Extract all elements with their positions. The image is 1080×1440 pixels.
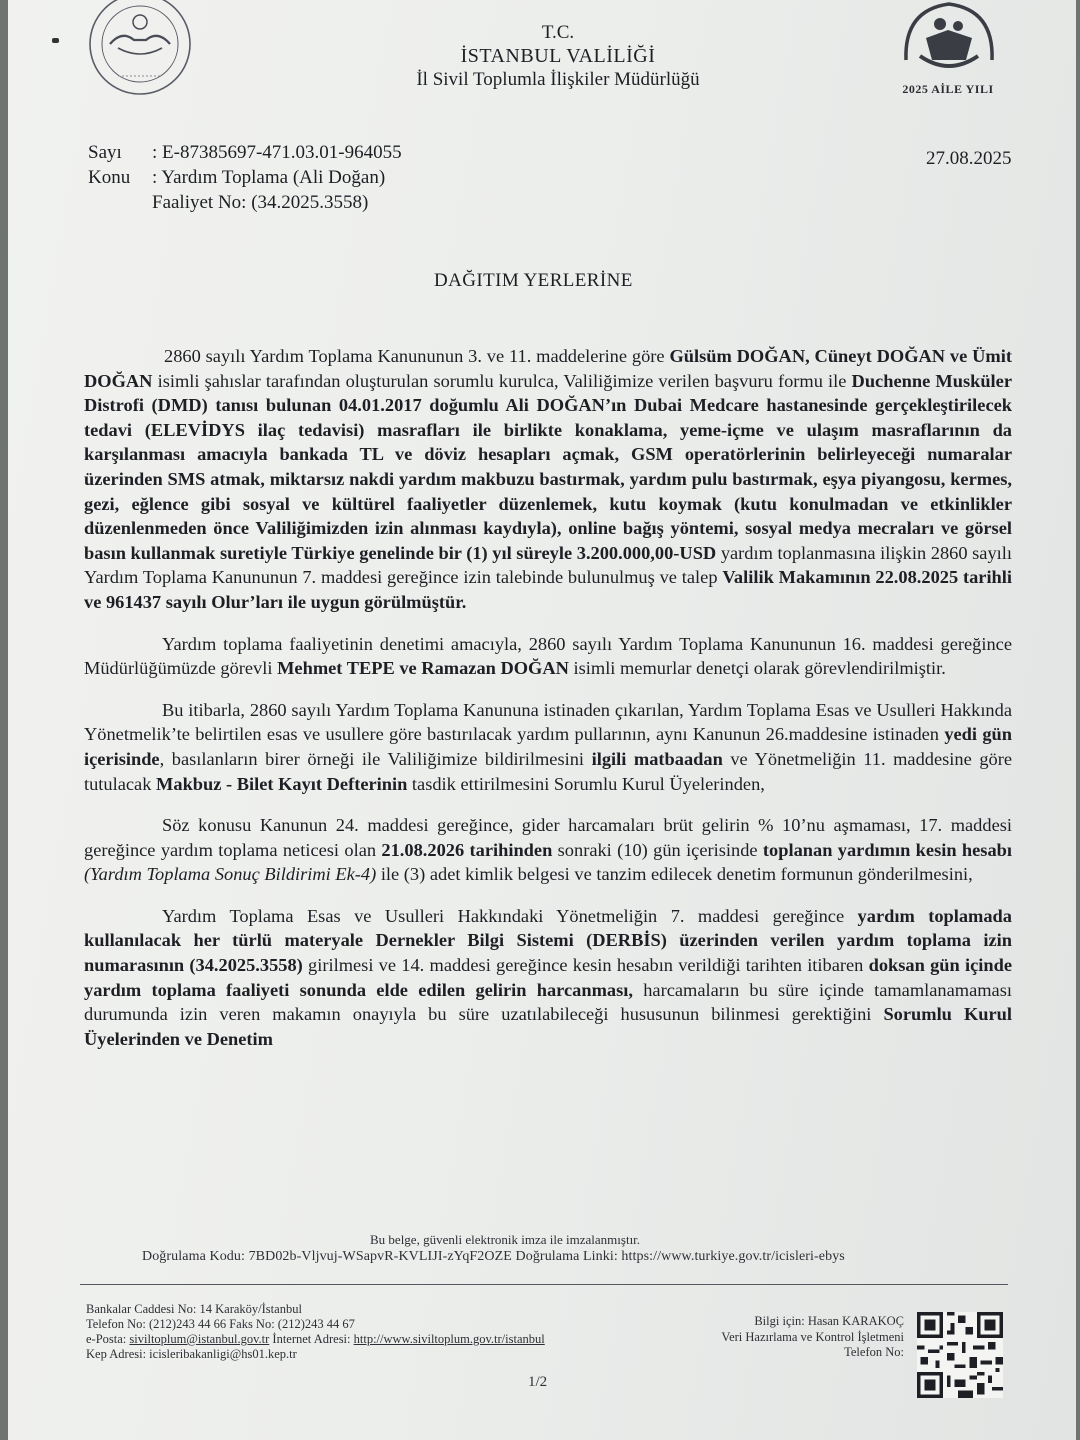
p3-text: Bu itibarla, 2860 sayılı Yardım Toplama Kanununa istinaden çıkarılan, Yardım Toplama Esas ve Usulleri Hakkında Yönetmelik’te belirtilen esas ve usullere göre bastırılacak yardım pullarının, aynı Kanunun 26.maddesine istinaden bbox=[84, 699, 1012, 745]
p5-text: Yardım Toplama Esas ve Usulleri Hakkındaki Yönetmeliğin 7. maddesi gereğince bbox=[162, 905, 858, 926]
aile-yili-logo-icon bbox=[896, 0, 1002, 82]
paragraph-3 bbox=[84, 698, 1012, 796]
header-governorship: İSTANBUL VALİLİĞİ bbox=[460, 45, 656, 67]
p4-text: Söz konusu Kanunun 24. maddesi gereğince, gider harcamaları brüt gelirin % 10’nu aşmaması, 17. maddesi gereğince yardım toplama neticesi olan bbox=[84, 815, 1012, 860]
p4-text: sonraki (10) gün içerisinde bbox=[552, 839, 763, 860]
p1-text: isimli şahıslar tarafından oluşturulan sorumlu kurulca, Valiliğimize verilen başvuru formu ile bbox=[152, 370, 852, 391]
p3-receipt-register: Makbuz - Bilet Kayıt Defterinin bbox=[156, 773, 408, 794]
paragraph-2 bbox=[84, 632, 1012, 681]
footer-divider bbox=[80, 1284, 1008, 1285]
konu-value: : Yardım Toplama (Ali Doğan) bbox=[152, 167, 386, 188]
web-link[interactable]: http://www.siviltoplum.gov.tr/istanbul bbox=[353, 1332, 545, 1346]
email-label: e-Posta: bbox=[86, 1332, 130, 1346]
footer-phone: Telefon No: (212)243 44 66 Faks No: (212)243 44 67 bbox=[86, 1317, 355, 1331]
sayi-label: Sayı bbox=[88, 142, 122, 163]
aile-yili-caption: 2025 AİLE YILI bbox=[902, 82, 994, 96]
p2-inspectors: Mehmet TEPE ve Ramazan DOĞAN bbox=[277, 658, 569, 679]
p1-approval: Valilik Makamının 22.08.2025 tarihli ve 961437 sayılı Olur’ları ile uygun görülmüştür. bbox=[84, 567, 1013, 612]
qr-code-icon bbox=[914, 1312, 1006, 1398]
p5-text: girilmesi ve 14. maddesi gereğince kesin hesabın verildiği tarihten itibaren bbox=[302, 955, 869, 976]
p1-text: 2860 sayılı Yardım Toplama Kanununun 3. ve 11. maddelerine göre bbox=[164, 346, 670, 366]
p5-text: harcamaların bu süre içinde tamamlanamaması durumunda izin veren makamın onayıyla bu süre uzatılabileceği hususunun bilinmesi gerektiğini bbox=[84, 979, 1012, 1025]
letterhead bbox=[308, 22, 808, 92]
footer-address: Bankalar Caddesi No: 14 Karaköy/İstanbul bbox=[86, 1302, 302, 1316]
p5-committee: Sorumlu Kurul Üyelerinden ve Denetim bbox=[84, 1004, 1012, 1049]
p2-text: Yardım toplama faaliyetinin denetimi amacıyla, 2860 sayılı Yardım Toplama Kanununun 16. maddesi gereğince Müdürlüğümüzde görevli bbox=[84, 633, 1012, 679]
info-contact-person: Bilgi için: Hasan KARAKOÇ bbox=[754, 1314, 904, 1328]
info-role: Veri Hazırlama ve Kontrol İşletmeni bbox=[721, 1329, 904, 1344]
konu-label: Konu bbox=[88, 167, 131, 188]
p1-text: yardım toplanmasına ilişkin 2860 sayılı Yardım Toplama Kanununun 7. maddesi gereğince izin talebinde bulunulmuş ve talep bbox=[84, 542, 1012, 588]
letter-body bbox=[84, 344, 1012, 1051]
info-phone: Telefon No: bbox=[844, 1345, 904, 1359]
p4-final-account: toplanan yardımın kesin hesabı bbox=[762, 839, 1012, 860]
verification-code: Doğrulama Kodu: 7BD02b-Vljvuj-WSapvR-KVLIJI-zYqF2OZE Doğrulama Linki: https://www.turkiye.gov.tr/icisleri-ebys bbox=[142, 1249, 845, 1264]
p3-text: , basılanların birer örneği ile Valiliğimize bildirilmesini bbox=[159, 748, 592, 769]
p3-text: ve Yönetmeliğin 11. maddesine göre tutulacak bbox=[84, 748, 1013, 794]
p3-printing-house: ilgili matbaadan bbox=[591, 748, 723, 769]
header-tc: T.C. bbox=[541, 22, 575, 43]
footer-email-web bbox=[86, 1332, 545, 1347]
esignature-note: Bu belge, güvenli elektronik imza ile imzalanmıştır. bbox=[370, 1232, 641, 1247]
p3-seven-days: yedi gün içerisinde bbox=[84, 724, 1012, 769]
page-mark bbox=[52, 38, 59, 43]
web-label: İnternet Adresi: bbox=[269, 1332, 354, 1346]
footer-kep: Kep Adresi: icisleribakanligi@hs01.kep.tr bbox=[86, 1347, 297, 1361]
footer-contact bbox=[86, 1302, 545, 1362]
p3-text: tasdik ettirilmesini Sorumlu Kurul Üyelerinden, bbox=[407, 773, 765, 794]
document-date: 27.08.2025 bbox=[926, 148, 1012, 169]
footer-info bbox=[668, 1314, 904, 1361]
p4-annex: (Yardım Toplama Sonuç Bildirimi Ek-4) bbox=[84, 864, 377, 885]
ministry-seal-icon bbox=[88, 0, 192, 98]
paragraph-5 bbox=[84, 904, 1012, 1052]
document-page bbox=[8, 0, 1076, 1440]
p5-ninety-days: doksan gün içinde yardım toplama faaliyeti sonunda elde edilen gelirin harcanması, bbox=[84, 955, 1012, 1000]
email-link[interactable]: siviltoplum@istanbul.gov.tr bbox=[129, 1332, 270, 1346]
p1-campaign-details: Duchenne Musküler Distrofi (DMD) tanısı bulunan 04.01.2017 doğumlu Ali DOĞAN’ın Dubai Medcare hastanesinde gerçekleştirilecek tedavi (ELEVİDYS ilaç tedavisi) masrafları ile birlikte konaklama, yeme-içme ve ulaşım masraflarının da karşılanması amacıyla bankada TL ve döviz hesapları açmak, GSM operatörlerinin belirleyeceği numaralar üzerinden SMS atmak, miktarsız nakdi yardım makbuzu bastırmak, yardım pulu bastırmak, eşya piyangosu, kermes, gezi, eğlence gibi sosyal ve kültürel faaliyetler düzenlemek, kutu koymak (kutu konulmadan ve etkinlikler düzenlenmeden önce Valiliğimizden izin alınması kaydıyla), online bağış yöntemi, sosyal medya mecraları ve görsel basın kullanmak suretiyle Türkiye genelinde bir (1) yıl süreyle 3.200.000,00-USD bbox=[84, 370, 1012, 563]
distribution-heading: DAĞITIM YERLERİNE bbox=[434, 270, 633, 291]
p5-derbis-number: yardım toplamada kullanılacak her türlü materyale Dernekler Bilgi Sistemi (DERBİS) üzerinden verilen yardım toplama izin numarasının (34.2025.3558) bbox=[84, 905, 1012, 976]
p4-end-date: 21.08.2026 tarihinden bbox=[381, 839, 553, 860]
p1-committee-names: Gülsüm DOĞAN, Cüneyt DOĞAN ve Ümit DOĞAN bbox=[84, 346, 1012, 391]
faaliyet-no: Faaliyet No: (34.2025.3558) bbox=[152, 192, 369, 213]
header-directorate: İl Sivil Toplumla İlişkiler Müdürlüğü bbox=[416, 69, 700, 90]
paragraph-4 bbox=[84, 813, 1012, 887]
paragraph-1 bbox=[84, 344, 1012, 615]
p4-text: ile (3) adet kimlik belgesi ve tanzim edilecek denetim formunun gönderilmesini, bbox=[376, 864, 973, 885]
page-number: 1/2 bbox=[528, 1374, 548, 1390]
p2-text: isimli memurlar denetçi olarak görevlendirilmiştir. bbox=[568, 658, 946, 679]
sayi-value: : E-87385697-471.03.01-964055 bbox=[152, 142, 402, 163]
document-meta bbox=[88, 140, 402, 215]
